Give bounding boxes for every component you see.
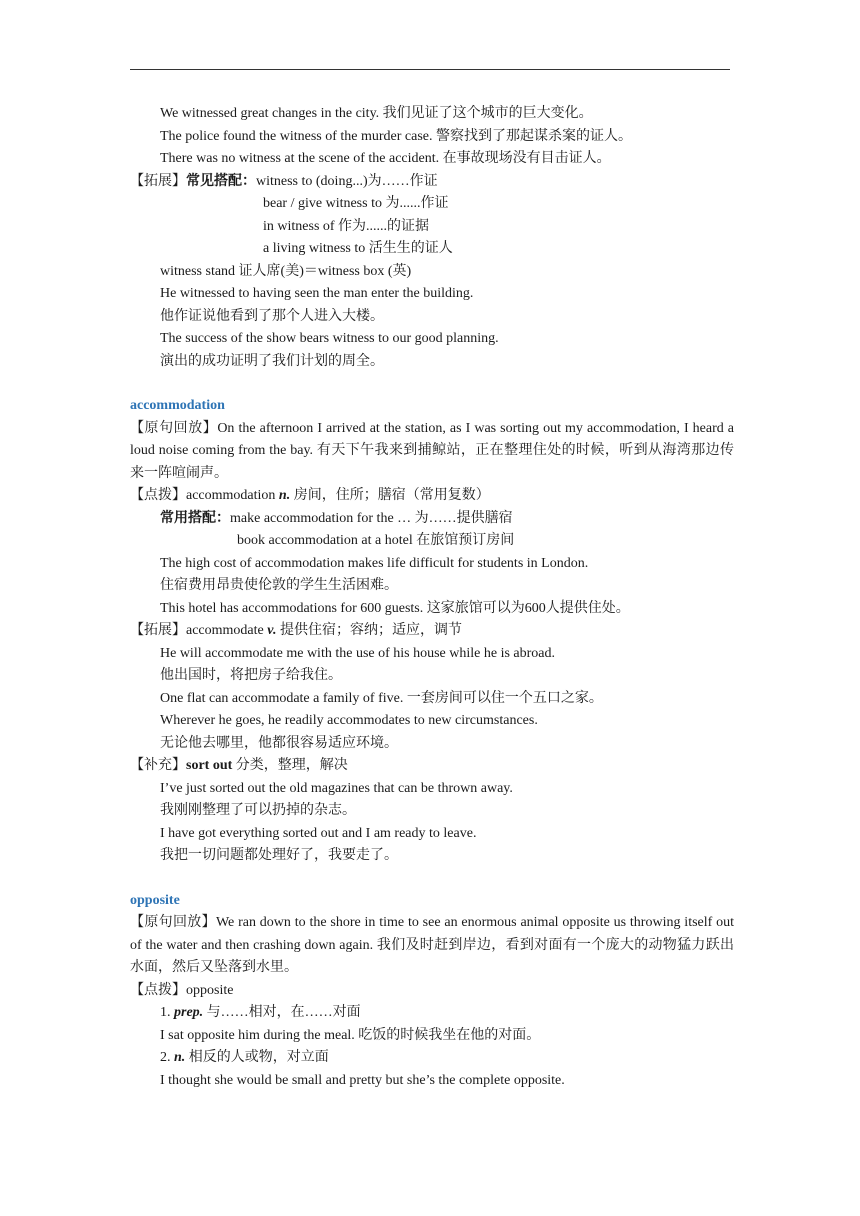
example-translation: 无论他去哪里，他都很容易适应环境。 [160, 735, 398, 751]
example-translation: 他出国时，将把房子给我住。 [160, 668, 342, 683]
tip-definition [130, 980, 734, 1003]
collocation-line [130, 508, 734, 531]
example-translation: 演出的成功证明了我们计划的周全。 [160, 353, 384, 369]
definition: 分类，整理，解决 [232, 758, 348, 773]
example-sentence: I thought she would be small and pretty but she’s the complete opposite. [160, 1072, 565, 1088]
example-sentence: I sat opposite him during the meal. 吃饭的时候我坐在他的对面。 [160, 1027, 541, 1043]
sense-1 [130, 1002, 734, 1025]
section-tag: 【原句回放】 [130, 915, 216, 930]
entry-heading-opposite: opposite [130, 892, 180, 908]
section-tag: 【原句回放】 [130, 420, 218, 436]
example-translation: 住宿费用昂贵使伦敦的学生生活困难。 [160, 578, 398, 593]
example-sentence: The police found the witness of the murder case. 警察找到了那起谋杀案的证人。 [160, 128, 633, 144]
section-tag: 【点拨】 [130, 488, 186, 503]
part-of-speech: n. [278, 488, 291, 503]
supplement-definition [130, 755, 734, 778]
part-of-speech: prep. [174, 1005, 204, 1020]
extension-definition [130, 620, 734, 643]
example-translation: 我把一切问题都处理好了，我要走了。 [160, 848, 398, 863]
definition: 房间，住所；膳宿（常用复数） [290, 488, 490, 503]
original-text: On the afternoon I arrived at the station, as I was sorting out my accommodation, I heard a loud noise coming from the bay. 有天下午我来到捕鲸站，正在整理住处的时候，听到从海湾那边传来一阵喧闹声。 [130, 420, 735, 481]
section-tag: 【点拨】 [130, 982, 186, 998]
headword: accommodate [186, 623, 268, 638]
collocation-item: bear / give witness to 为......作证 [263, 196, 449, 211]
document-body [130, 103, 734, 1092]
entry-heading-accommodation: accommodation [130, 398, 225, 413]
part-of-speech: n. [174, 1050, 186, 1065]
example-translation: 我刚刚整理了可以扔掉的杂志。 [160, 803, 356, 818]
example-sentence: I’ve just sorted out the old magazines that can be thrown away. [160, 780, 513, 796]
definition: 与……相对，在……对面 [203, 1005, 361, 1020]
collocation-item: witness to (doing...)为……作证 [256, 173, 438, 189]
example-translation: 他作证说他看到了那个人进入大楼。 [160, 308, 384, 324]
sense-number: 2. [160, 1050, 174, 1065]
collocation-item: in witness of 作为......的证据 [263, 218, 430, 234]
definition: 提供住宿；容纳；适应，调节 [276, 623, 462, 638]
example-sentence: Wherever he goes, he readily accommodates to new circumstances. [160, 713, 538, 728]
original-sentence [130, 418, 734, 486]
part-of-speech: v. [267, 623, 277, 638]
collocation-label: 常用搭配： [160, 510, 230, 526]
example-sentence: The success of the show bears witness to our good planning. [160, 331, 499, 346]
headword: accommodation [186, 488, 279, 503]
section-tag: 【拓展】 [130, 623, 186, 638]
example-sentence: One flat can accommodate a family of five. 一套房间可以住一个五口之家。 [160, 690, 603, 706]
collocation-item: make accommodation for the … 为……提供膳宿 [230, 510, 513, 526]
example-sentence: He witnessed to having seen the man enter the building. [160, 286, 474, 301]
header-rule [130, 69, 730, 70]
collocation-item: book accommodation at a hotel 在旅馆预订房间 [237, 533, 515, 548]
sense-2 [130, 1047, 734, 1070]
tip-definition [130, 485, 734, 508]
phrase: sort out [186, 758, 233, 773]
collocation-label: 常见搭配： [186, 173, 256, 189]
original-text: We ran down to the shore in time to see an enormous animal opposite us throwing itself out of the water and then crashing down again. 我们及时赶到岸边，看到对面有一个庞大的动物猛力跃出水面，然后又坠落到水里。 [130, 915, 735, 975]
original-sentence [130, 912, 734, 980]
sense-number: 1. [160, 1005, 174, 1020]
section-tag: 【拓展】 [130, 173, 186, 189]
example-sentence: There was no witness at the scene of the accident. 在事故现场没有目击证人。 [160, 151, 611, 166]
section-tag: 【补充】 [130, 758, 186, 773]
example-sentence: This hotel has accommodations for 600 guests. 这家旅馆可以为600人提供住处。 [160, 600, 630, 616]
phrase-note: witness stand 证人席(美)＝witness box (英) [160, 263, 412, 279]
definition: 相反的人或物，对立面 [185, 1050, 329, 1065]
example-sentence: He will accommodate me with the use of his house while he is abroad. [160, 645, 556, 661]
example-sentence: I have got everything sorted out and I am ready to leave. [160, 825, 477, 841]
headword: opposite [186, 982, 234, 998]
example-sentence: The high cost of accommodation makes life difficult for students in London. [160, 555, 589, 571]
collocation-item: a living witness to 活生生的证人 [263, 241, 453, 256]
extension-collocations [130, 171, 734, 194]
example-sentence: We witnessed great changes in the city. 我们见证了这个城市的巨大变化。 [160, 106, 593, 121]
